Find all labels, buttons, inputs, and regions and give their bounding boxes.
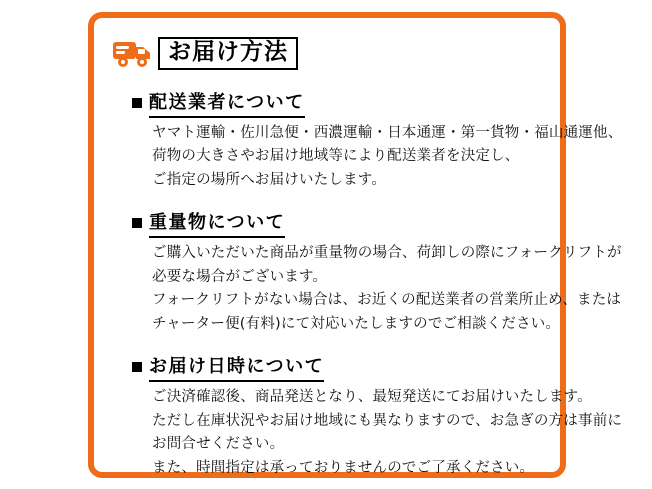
body-line: ご決済確認後、商品発送となり、最短発送にてお届けいたします。 — [152, 389, 592, 406]
body-line: 荷物の大きさやお届け地域等により配送業者を決定し、 — [152, 148, 520, 165]
bullet-square-icon — [132, 362, 142, 372]
bullet-square-icon — [132, 218, 142, 228]
section-heading-row — [132, 352, 546, 382]
body-line: ご指定の場所へお届けいたします。 — [152, 171, 387, 188]
page-title: お届け方法 — [168, 38, 288, 65]
section-heading: 配送業者について — [149, 88, 305, 118]
section-heading: お届け日時について — [149, 352, 324, 382]
delivery-info-card — [88, 12, 623, 478]
section-body — [152, 122, 623, 192]
bullet-square-icon — [132, 98, 142, 108]
card-title-row — [112, 32, 546, 74]
section-heavy-items — [112, 208, 622, 336]
body-line: 必要な場合がございます。 — [152, 268, 328, 285]
section-delivery-datetime — [112, 352, 623, 480]
body-line: ヤマト運輸・佐川急便・西濃運輸・日本通運・第一貨物・福山通運他、 — [152, 125, 623, 141]
card-inner — [112, 32, 623, 476]
section-body — [152, 242, 622, 336]
section-heading-row — [132, 88, 546, 118]
body-line: ご購入いただいた商品が重量物の場合、荷卸しの際にフォークリフトが — [152, 245, 622, 262]
section-heading: 重量物について — [149, 208, 285, 238]
body-line: チャーター便(有料)にて対応いたしますのでご相談ください。 — [152, 315, 561, 332]
delivery-truck-icon — [112, 36, 152, 70]
body-line: フォークリフトがない場合は、お近くの配送業者の営業所止め、または — [152, 292, 622, 309]
body-line: ただし在庫状況やお届け地域にも異なりますので、お急ぎの方は事前に — [152, 412, 623, 429]
body-line: また、時間指定は承っておりませんのでご了承ください。 — [152, 459, 535, 476]
section-shipping-carrier — [112, 88, 623, 192]
page-title-box — [158, 37, 298, 70]
body-line: お問合せください。 — [152, 436, 285, 453]
section-heading-row — [132, 208, 546, 238]
section-body — [152, 386, 623, 480]
